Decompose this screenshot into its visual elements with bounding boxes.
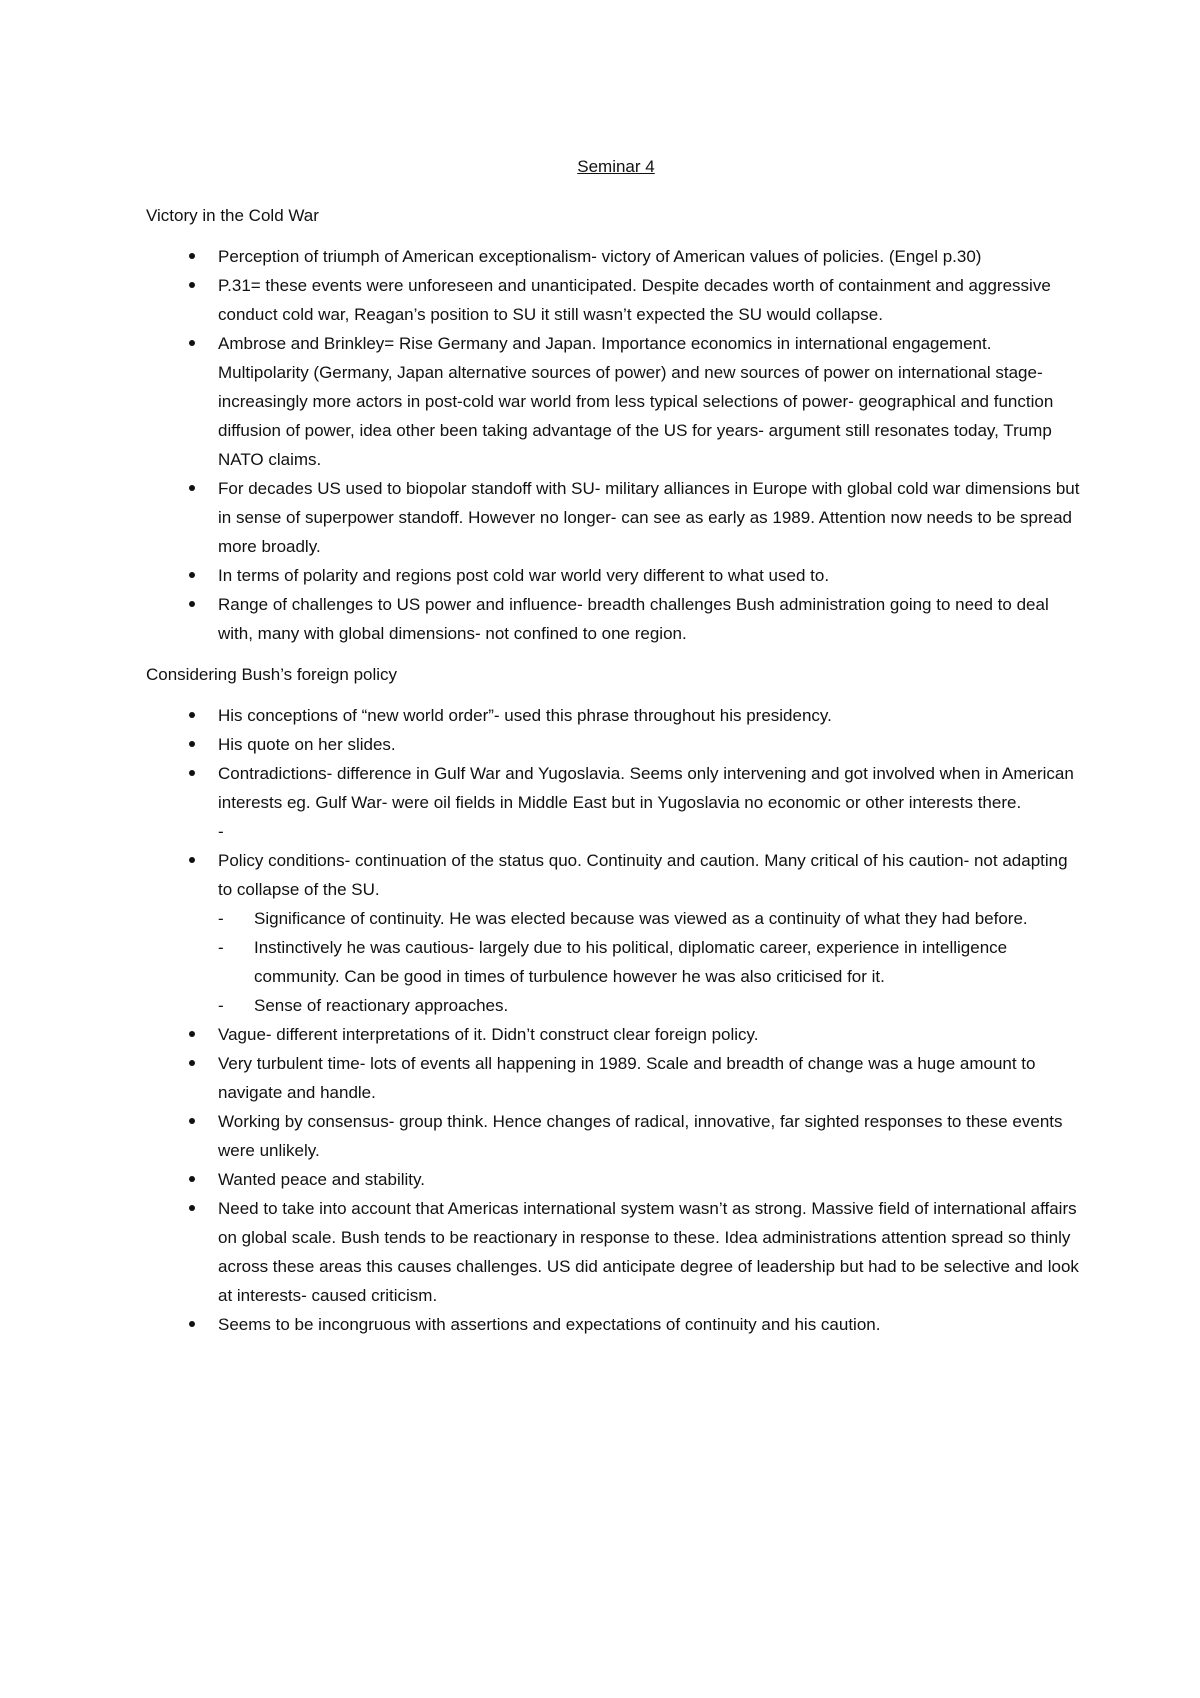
bullet-icon bbox=[189, 1176, 195, 1182]
list-item: For decades US used to biopolar standoff with SU- military alliances in Europe with global cold war dimensions but in sense of superpower standoff. However no longer- can see as early as 1989. Attention now needs to be spread more broadly. bbox=[146, 474, 1086, 561]
list-item: Very turbulent time- lots of events all happening in 1989. Scale and breadth of change was a huge amount to navigate and handle. bbox=[146, 1049, 1086, 1107]
list-item: His conceptions of “new world order”- used this phrase throughout his presidency. bbox=[146, 701, 1086, 730]
dash-icon: - bbox=[218, 909, 224, 928]
section-heading-bush: Considering Bush’s foreign policy bbox=[146, 665, 398, 684]
sub-list-item: - Sense of reactionary approaches. bbox=[218, 991, 1086, 1020]
dash-icon: - bbox=[218, 938, 224, 957]
bullet-icon bbox=[189, 1205, 195, 1211]
list-item: Seems to be incongruous with assertions and expectations of continuity and his caution. bbox=[146, 1310, 1086, 1339]
bullet-icon bbox=[189, 282, 195, 288]
list-item: Perception of triumph of American exceptionalism- victory of American values of policies. (Engel p.30) bbox=[146, 242, 1086, 271]
sub-list bbox=[218, 904, 1086, 1020]
section-heading-victory: Victory in the Cold War bbox=[146, 206, 319, 225]
list-item: Vague- different interpretations of it. Didn’t construct clear foreign policy. bbox=[146, 1020, 1086, 1049]
document-title: Seminar 4 bbox=[577, 157, 655, 176]
bullet-icon bbox=[189, 485, 195, 491]
empty-dash-item: - bbox=[218, 822, 224, 841]
dash-icon: - bbox=[218, 996, 224, 1015]
bullet-icon bbox=[189, 253, 195, 259]
bullet-icon bbox=[189, 770, 195, 776]
bullet-list-victory bbox=[146, 242, 1086, 648]
bullet-icon bbox=[189, 1321, 195, 1327]
list-item: Policy conditions- continuation of the status quo. Continuity and caution. Many critical of his caution- not adapting to collapse of the SU. - Significance of continuity. He was elected because was viewed as a continuity of what they had before. - Instinctively he was cautious- largely due to his political, diplomatic career, experience in intelligence community. Can be good in times of turbulence however he was also criticised for it. - Sense of reactionary approaches. bbox=[146, 846, 1086, 1020]
list-item: His quote on her slides. bbox=[146, 730, 1086, 759]
bullet-icon bbox=[189, 712, 195, 718]
sub-list-item: - Significance of continuity. He was elected because was viewed as a continuity of what they had before. bbox=[218, 904, 1086, 933]
bullet-icon bbox=[189, 601, 195, 607]
bullet-icon bbox=[189, 1060, 195, 1066]
list-item: Need to take into account that Americas international system wasn’t as strong. Massive field of international affairs on global scale. Bush tends to be reactionary in response to these. Idea administrations attention spread so thinly across these areas this causes challenges. US did anticipate degree of leadership but had to be selective and look at interests- caused criticism. bbox=[146, 1194, 1086, 1310]
list-item: Working by consensus- group think. Hence changes of radical, innovative, far sighted responses to these events were unlikely. bbox=[146, 1107, 1086, 1165]
list-item: Ambrose and Brinkley= Rise Germany and Japan. Importance economics in international engagement. Multipolarity (Germany, Japan alternative sources of power) and new sources of power on international stage- increasingly more actors in post-cold war world from less typical selections of power- geographical and function diffusion of power, idea other been taking advantage of the US for years- argument still resonates today, Trump NATO claims. bbox=[146, 329, 1086, 474]
bullet-icon bbox=[189, 340, 195, 346]
list-item: Range of challenges to US power and influence- breadth challenges Bush administration going to need to deal with, many with global dimensions- not confined to one region. bbox=[146, 590, 1086, 648]
bullet-icon bbox=[189, 1118, 195, 1124]
document-page bbox=[146, 140, 1086, 1351]
bullet-icon bbox=[189, 741, 195, 747]
list-item: P.31= these events were unforeseen and unanticipated. Despite decades worth of containment and aggressive conduct cold war, Reagan’s position to SU it still wasn’t expected the SU would collapse. bbox=[146, 271, 1086, 329]
bullet-icon bbox=[189, 572, 195, 578]
sub-list-item: - Instinctively he was cautious- largely due to his political, diplomatic career, experience in intelligence community. Can be good in times of turbulence however he was also criticised for it. bbox=[218, 933, 1086, 991]
bullet-icon bbox=[189, 857, 195, 863]
list-item: Wanted peace and stability. bbox=[146, 1165, 1086, 1194]
list-item: In terms of polarity and regions post cold war world very different to what used to. bbox=[146, 561, 1086, 590]
bullet-icon bbox=[189, 1031, 195, 1037]
list-item: Contradictions- difference in Gulf War and Yugoslavia. Seems only intervening and got involved when in American interests eg. Gulf War- were oil fields in Middle East but in Yugoslavia no economic or other interests there. bbox=[146, 759, 1086, 817]
bullet-list-bush bbox=[146, 701, 1086, 1339]
